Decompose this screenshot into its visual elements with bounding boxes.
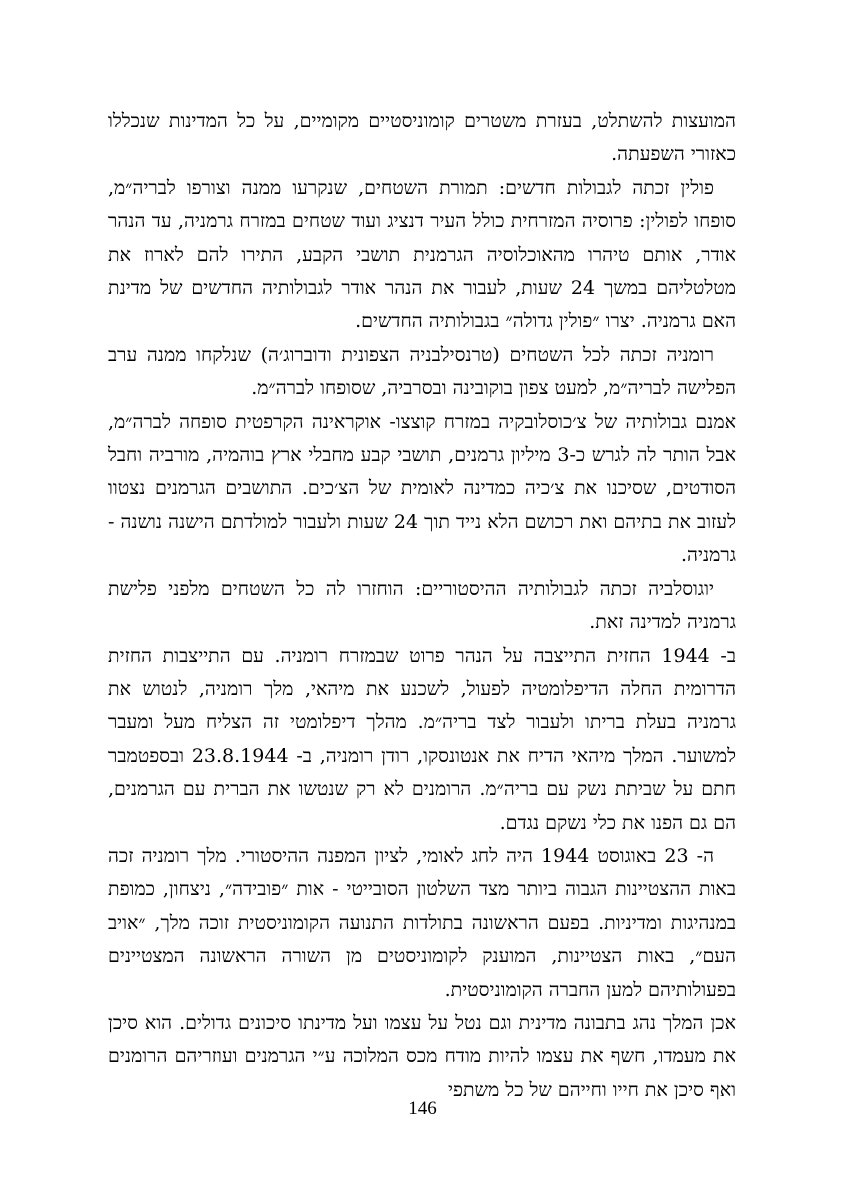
- paragraph-continuation: המועצות להשתלט, בעזרת משטרים קומוניסטיים מקומיים, על כל המדינות שנכללו כאזורי השפעתה.: [108, 110, 736, 166]
- paragraph-yugoslavia: יוגוסלביה זכתה לגבולותיה ההיסטוריים: הוחזרו לה כל השטחים מלפני פלישת גרמניה למדינה זאת.: [108, 577, 736, 634]
- body-text: [108, 105, 736, 1107]
- paragraph-romania-territories: רומניה זכתה לכל השטחים (טרנסילבניה הצפונית ודוברוג׳ה) שנלקחו ממנה ערב הפלישה לבריה״מ, למעט צפון בוקובינה ובסרביה, שסופחו לברה״מ.: [108, 343, 736, 400]
- page-number: 146: [408, 1098, 437, 1119]
- paragraph-czechoslovakia: אמנם גבולותיה של צ׳כוסלובקיה במזרח קוצצו- אוקראינה הקרפטית סופחה לברה״מ, אבל הותר לה לגרש כ-3 מיליון גרמנים, תושבי קבע מחבלי ארץ בוהמיה, מורביה וחבל הסודטים, שסיכנו את צ׳כיה כמדינה לאומית של הצ׳כים. התושבים הגרמנים נצטוו לעזוב את בתיהם ואת רכושם הלא נייד תוך 24 שעות ולעבור למולדתם הישנה נושנה - גרמניה.: [108, 410, 736, 567]
- paragraph-august-23: ה- 23 באוגוסט 1944 היה לחג לאומי, לציון המפנה ההיסטורי. מלך רומניה זכה באות ההצטיינות הגבוה ביותר מצד השלטון הסובייטי - אות ״פובידה״, ניצחון, כמופת במנהיגות ומדיניות. בפעם הראשונה בתולדות התנועה הקומוניסטית זוכה מלך, ״אויב העם״, באות הצטיינות, המוענק לקומוניסטים מן השורה הראשונה המצטיינים בפעולותיהם למען החברה הקומוניסטית.: [108, 844, 736, 1001]
- paragraph-poland: פולין זכתה לגבולות חדשים: תמורת השטחים, שנקרעו ממנה וצורפו לבריה״מ, סופחו לפולין: פרוסיה המזרחית כולל העיר דנציג ועוד שטחים במזרח גרמניה, עד הנהר אודר, אותם טיהרו מהאוכלוסיה הגרמנית תושבי הקבע, התירו להם לארוז את מטלטליהם במשך 24 שעות, לעבור את הנהר אודר לגבולותיה החדשים של מדינת האם גרמניה. יצרו ״פולין גדולה״ בגבולותיה החדשים.: [108, 176, 736, 333]
- paragraph-1944-front: ב- 1944 החזית התייצבה על הנהר פרוט שבמזרח רומניה. עם התייצבות החזית הדרומית החלה הדיפלומטיה לפעול, לשכנע את מיהאי, מלך רומניה, לנטוש את גרמניה בעלת בריתו ולעבור לצד בריה״מ. מהלך דיפלומטי זה הצליח מעל ומעבר למשוער. המלך מיהאי הדיח את אנטונסקו, רודן רומניה, ב- 23.8.1944 ובספטמבר חתם על שביתת נשק עם בריה״מ. הרומנים לא רק שנטשו את הברית עם הגרמנים, הם גם הפנו את כלי נשקם נגדם.: [108, 644, 736, 834]
- paragraph-king-risk: אכן המלך נהג בתבונה מדינית וגם נטל על עצמו ועל מדינתו סיכונים גדולים. הוא סיכן את מעמדו, חשף את עצמו להיות מודח מכס המלוכה ע״י הגרמנים ועוזריהם הרומנים ואף סיכן את חייו וחייהם של כל משתפי: [108, 1011, 736, 1101]
